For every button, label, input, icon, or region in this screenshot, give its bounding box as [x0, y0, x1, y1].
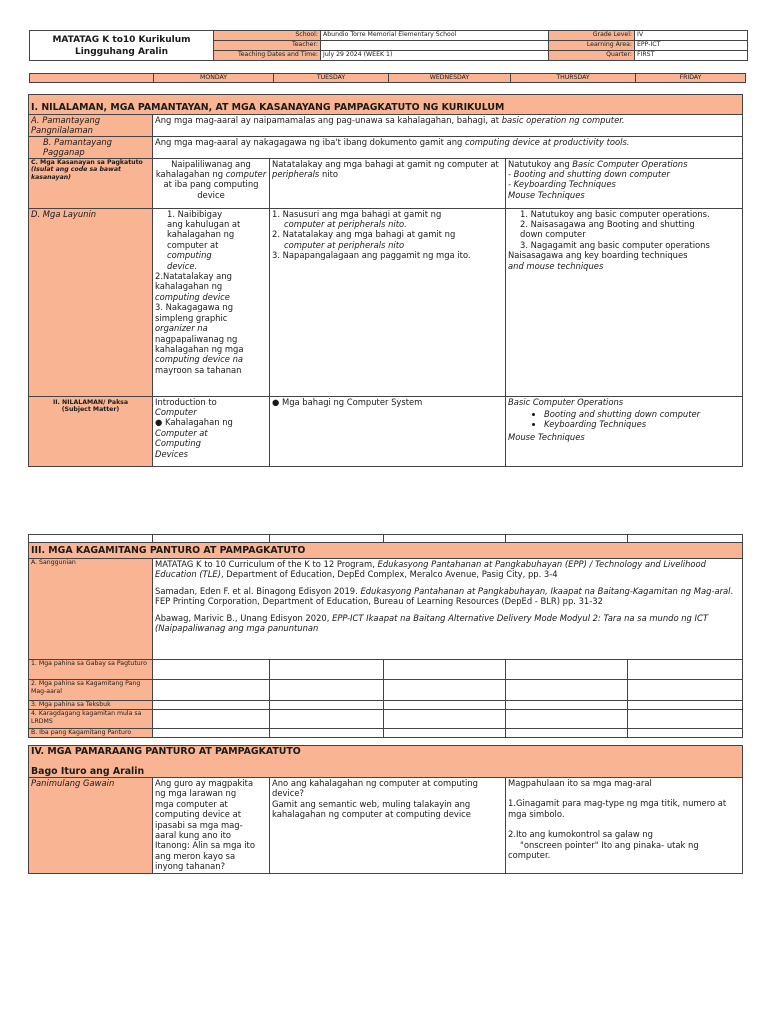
- kagamitang-pang-mag-aaral-label: 2. Mga pahina sa Kagamitang Pang Mag-aaral: [29, 680, 153, 701]
- teacher-value: [321, 41, 549, 51]
- empty-cell: [384, 660, 506, 680]
- section-4-title: IV. MGA PAMARAANG PANTURO AT PAMPAGKATUTO: [31, 746, 301, 757]
- kasanayan-wednesday: Natutukoy ang Basic Computer Operations - Booting and shutting down computer - Keyboarding Techniques Mouse Techniques: [506, 158, 743, 208]
- empty-cell: [384, 729, 506, 738]
- learning-area-value: EPP-ICT: [635, 41, 748, 51]
- nilalaman-label: II. NILALAMAN/ Paksa (Subject Matter): [29, 396, 153, 466]
- layunin-wednesday: 1. Natutukoy ang basic computer operations. 2. Naisasagawa ang Booting and shutting down computer 3. Nagagamit ang basic computer operations Naisasagawa ang key boarding techniques and mouse techniques: [506, 208, 743, 396]
- section-3-table: [28, 534, 743, 738]
- grade-level-label: Grade Level:: [549, 31, 635, 41]
- layunin-monday: 1. Naibibigay ang kahulugan at kahalagahan ng computer at computing device. 2.Natatalakay ang kahalagahan ng computing device 3. Nakagagawa ng simpleng graphic organizer na nagpapaliwanag ng kahalagahan ng mga computing device na mayroon sa tahanan: [153, 208, 270, 396]
- empty-cell: [270, 680, 384, 701]
- section-4-header: [29, 746, 743, 778]
- spacer-cell: [506, 535, 628, 543]
- empty-cell: [153, 729, 270, 738]
- day-wednesday: WEDNESDAY: [389, 74, 511, 83]
- section-1-table: [28, 94, 743, 467]
- kasanayan-monday: Naipaliliwanag ang kahalagahan ng computer at iba pang computing device: [153, 158, 270, 208]
- pamantayang-pangnilalaman-label: A. Pamantayang Pangnilalaman: [29, 115, 153, 137]
- panimulang-gawain-tuesday: Ano ang kahalagahan ng computer at computing device? Gamit ang semantic web, muling talakayin ang kahalagahan ng computer at computing device: [270, 778, 506, 874]
- teksbuk-label: 3. Mga pahina sa Teksbuk: [29, 701, 153, 710]
- document-title: MATATAG K to10 Kurikulum Lingguhang Aralin: [30, 31, 214, 61]
- lrdms-label: 4. Karagdagang kagamitan mula sa LRDMS: [29, 710, 153, 729]
- mga-layunin-label: D. Mga Layunin: [29, 208, 153, 396]
- quarter-label: Quarter:: [549, 51, 635, 61]
- day-thursday: THURSDAY: [511, 74, 636, 83]
- nilalaman-wednesday: Basic Computer Operations • Booting and shutting down computer • Keyboarding Techniques Mouse Techniques: [506, 396, 743, 466]
- header-table: [29, 30, 748, 61]
- section-4-subtitle: Bago Ituro ang Aralin: [31, 766, 145, 777]
- empty-cell: [506, 680, 628, 701]
- empty-cell: [506, 701, 628, 710]
- days-row: [29, 73, 746, 83]
- quarter-value: FIRST: [635, 51, 748, 61]
- empty-cell: [506, 729, 628, 738]
- empty-cell: [153, 710, 270, 729]
- empty-cell: [628, 660, 743, 680]
- nilalaman-tuesday: ● Mga bahagi ng Computer System: [270, 396, 506, 466]
- panimulang-gawain-wednesday: Magpahulaan ito sa mga mag-aral 1.Ginagamit para mag-type ng mga titik, numero at mga simbolo. 2.Ito ang kumokontrol sa galaw ng "onscreen pointer" Ito ang pinaka- utak ng computer.: [506, 778, 743, 874]
- pamantayang-pagganap-label: B. Pamantayang Pagganap: [29, 136, 153, 158]
- sanggunian-text: MATATAG K to 10 Curriculum of the K to 12 Program, Edukasyong Pantahanan at Pangkabuhayan (EPP) / Technology and Livelihood Education (TLE), Department of Education, DepEd Complex, Meralco Avenue, Pasig City, pp. 3-4 Samadan, Eden F. et al. Binagong Edisyon 2019. Edukasyong Pantahanan at Pangkabuhayan, Ikaapat na Baitang-Kagamitan ng Mag-aral. FEP Printing Corporation, Department of Education, Bureau of Learning Resources (DepEd - BLR) pp. 31-32 Abawag, Marivic B., Unang Edisyon 2020, EPP-ICT Ikaapat na Baitang Alternative Delivery Mode Modyul 2: Tara na sa mundo ng ICT (Naipapaliwanag ang mga panuntunan: [153, 559, 743, 660]
- empty-cell: [153, 660, 270, 680]
- learning-area-label: Learning Area:: [549, 41, 635, 51]
- spacer-cell: [270, 535, 384, 543]
- empty-cell: [270, 710, 384, 729]
- empty-cell: [506, 660, 628, 680]
- school-value: Abundio Torre Memorial Elementary School: [321, 31, 549, 41]
- iba-pang-kagamitan-label: B. Iba pang Kagamitang Panturo: [29, 729, 153, 738]
- nilalaman-monday: Introduction to Computer ● Kahalagahan ng Computer at Computing Devices: [153, 396, 270, 466]
- section-1-title: I. NILALAMAN, MGA PAMANTAYAN, AT MGA KASANAYANG PAMPAGKATUTO NG KURIKULUM: [29, 95, 743, 115]
- spacer-cell: [628, 535, 743, 543]
- empty-cell: [270, 660, 384, 680]
- empty-cell: [153, 701, 270, 710]
- sanggunian-label: A. Sanggunian: [29, 559, 153, 660]
- section-3-title: III. MGA KAGAMITANG PANTURO AT PAMPAGKATUTO: [29, 543, 743, 559]
- days-blank-cell: [30, 74, 154, 83]
- empty-cell: [270, 701, 384, 710]
- school-label: School:: [214, 31, 321, 41]
- empty-cell: [384, 701, 506, 710]
- section-4-table: [28, 745, 743, 874]
- gabay-pagtuturo-label: 1. Mga pahina sa Gabay sa Pagtuturo: [29, 660, 153, 680]
- spacer-cell: [384, 535, 506, 543]
- empty-cell: [384, 680, 506, 701]
- spacer-cell: [153, 535, 270, 543]
- empty-cell: [628, 729, 743, 738]
- grade-level-value: IV: [635, 31, 748, 41]
- empty-cell: [270, 729, 384, 738]
- day-monday: MONDAY: [154, 74, 274, 83]
- empty-cell: [628, 710, 743, 729]
- teaching-dates-label: Teaching Dates and Time:: [214, 51, 321, 61]
- day-friday: FRIDAY: [636, 74, 746, 83]
- empty-cell: [506, 710, 628, 729]
- list-item: • Keyboarding Techniques: [544, 419, 740, 429]
- pamantayang-pagganap-text: Ang mga mag-aaral ay nakagagawa ng iba't ibang dokumento gamit ang computing device at productivity tools.: [153, 136, 743, 158]
- empty-cell: [153, 680, 270, 701]
- teacher-label: Teacher:: [214, 41, 321, 51]
- layunin-tuesday: 1. Nasusuri ang mga bahagi at gamit ng computer at peripherals nito. 2. Natatalakay ang mga bahagi at gamit ng computer at peripherals nito 3. Napapangalagaan ang paggamit ng mga ito.: [270, 208, 506, 396]
- kasanayan-tuesday: Natatalakay ang mga bahagi at gamit ng computer at peripherals nito: [270, 158, 506, 208]
- empty-cell: [384, 710, 506, 729]
- empty-cell: [628, 680, 743, 701]
- list-item: • Booting and shutting down computer: [544, 409, 740, 419]
- panimulang-gawain-monday: Ang guro ay magpakita ng mga larawan ng mga computer at computing device at ipasabi sa mga mag- aaral kung ano ito Itanong: Alin sa mga ito ang meron kayo sa inyong tahanan?: [153, 778, 270, 874]
- teaching-dates-value: July 29 2024 (WEEK 1): [321, 51, 549, 61]
- day-tuesday: TUESDAY: [274, 74, 389, 83]
- panimulang-gawain-label: Panimulang Gawain: [29, 778, 153, 874]
- kasanayan-label: C. Mga Kasanayan sa Pagkatuto (Isulat ang code sa bawat kasanayan): [29, 158, 153, 208]
- pamantayang-pangnilalaman-text: Ang mga mag-aaral ay naipamamalas ang pag-unawa sa kahalagahan, bahagi, at basic operation ng computer.: [153, 115, 743, 137]
- empty-cell: [628, 701, 743, 710]
- spacer-cell: [29, 535, 153, 543]
